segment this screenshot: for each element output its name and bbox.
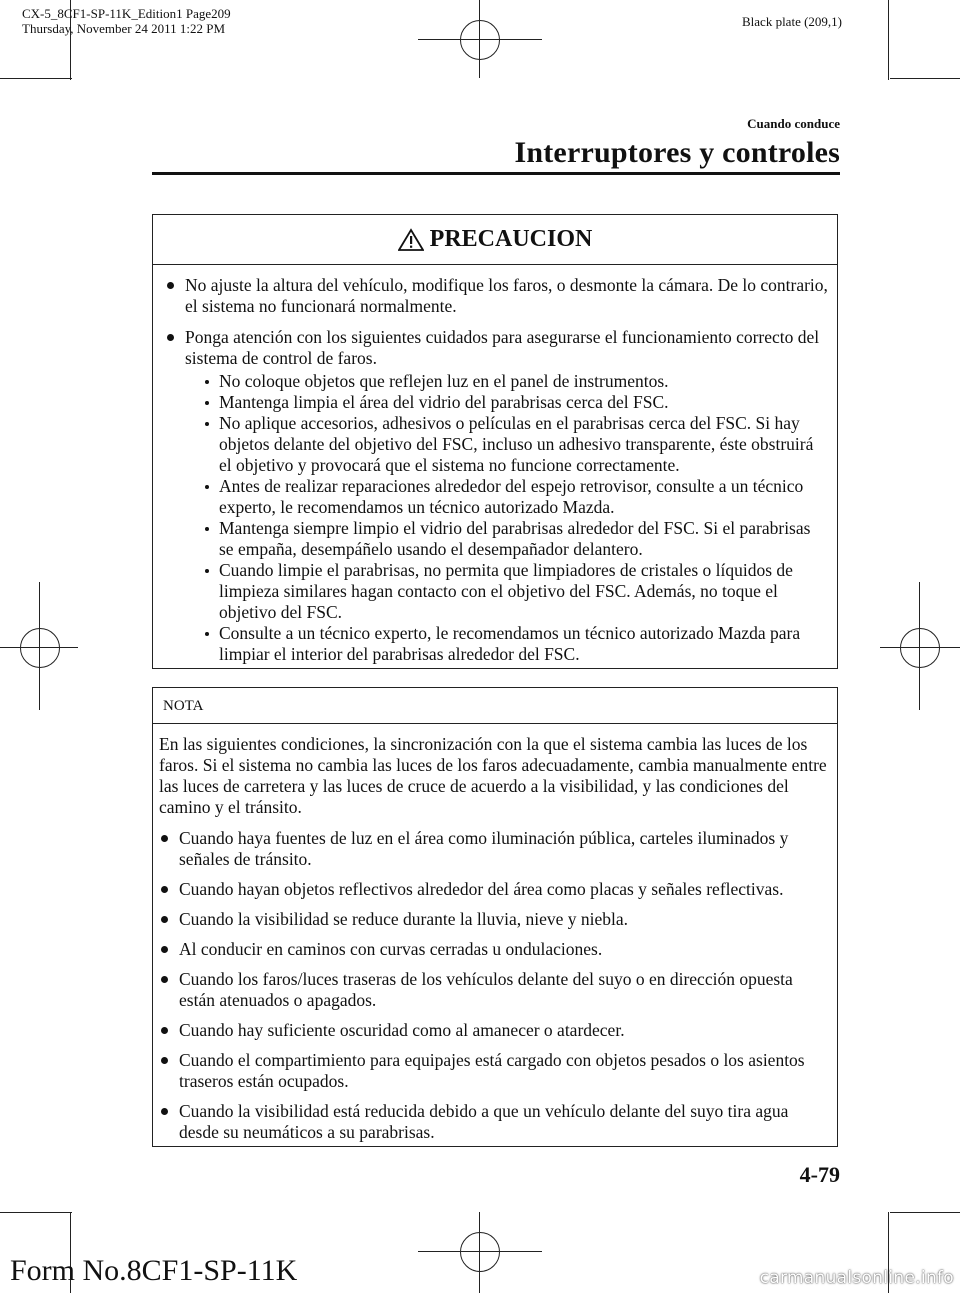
note-item: [159, 939, 829, 960]
caution-sub-item: [203, 476, 829, 518]
note-item: [159, 1101, 829, 1143]
caution-sub-list: [203, 371, 829, 665]
form-number: Form No.8CF1-SP-11K: [10, 1254, 298, 1287]
sub-bullet-icon: [205, 485, 209, 489]
caution-bullet-text: No ajuste la altura del vehículo, modifique los faros, o desmonte la cámara. De lo contrario, el sistema no funcionará normalmente.: [185, 275, 828, 316]
caution-sub-item-text: Cuando limpie el parabrisas, no permita que limpiadores de cristales o líquidos de limpieza similares hagan contacto con el objetivo del FSC. Además, no toque el objetivo del FSC.: [219, 560, 793, 622]
sub-bullet-icon: [205, 401, 209, 405]
note-item-text: Cuando los faros/luces traseras de los vehículos delante del suyo o en dirección opuesta están atenuados o apagados.: [179, 969, 793, 1010]
bullet-icon: [161, 946, 168, 953]
note-header: [153, 688, 837, 724]
note-item: [159, 1020, 829, 1041]
sub-bullet-icon: [205, 422, 209, 426]
sub-bullet-icon: [205, 527, 209, 531]
header-divider: [152, 172, 840, 175]
bullet-icon: [161, 1027, 168, 1034]
bullet-icon: [161, 976, 168, 983]
caution-sub-item-text: Mantenga siempre limpio el vidrio del parabrisas alrededor del FSC. Si el parabrisas se empaña, desempáñelo usando el desempañador delantero.: [219, 518, 811, 559]
caution-sub-item-text: Antes de realizar reparaciones alrededor del espejo retrovisor, consulte a un técnico experto, le recomendamos un técnico autorizado Mazda.: [219, 476, 804, 517]
warning-icon: [398, 228, 424, 252]
note-item: [159, 969, 829, 1011]
bullet-icon: [161, 1108, 168, 1115]
plate-info-line2: Thursday, November 24 2011 1:22 PM: [22, 21, 226, 36]
bullet-icon: [161, 886, 168, 893]
note-item-text: Al conducir en caminos con curvas cerradas u ondulaciones.: [179, 939, 603, 959]
plate-label: Black plate (209,1): [742, 14, 842, 29]
bullet-icon: [161, 835, 168, 842]
note-item-text: Cuando la visibilidad está reducida debido a que un vehículo delante del suyo tira agua desde su neumáticos a su parabrisas.: [179, 1101, 789, 1142]
note-item: [159, 879, 829, 900]
note-item-text: Cuando haya fuentes de luz en el área como iluminación pública, carteles iluminados y señales de tránsito.: [179, 828, 789, 869]
watermark: carmanualsonline.info: [759, 1268, 954, 1288]
sub-bullet-icon: [205, 569, 209, 573]
caution-sub-item-text: Mantenga limpia el área del vidrio del parabrisas cerca del FSC.: [219, 392, 669, 412]
note-item: [159, 1050, 829, 1092]
caution-sub-item: [203, 371, 829, 392]
caution-sub-item: [203, 623, 829, 665]
page-number: 4-79: [799, 1162, 840, 1187]
caution-sub-item-text: Consulte a un técnico experto, le recomendamos un técnico autorizado Mazda para limpiar el interior del parabrisas alrededor del FSC.: [219, 623, 801, 664]
plate-info: [22, 6, 231, 36]
caution-sub-item-text: No aplique accesorios, adhesivos o películas en el parabrisas cerca del FSC. Si hay objetos delante del objetivo del FSC, incluso un adhesivo transparente, éste obstruirá el objetivo y provocará que el sistema no funcione correctamente.: [219, 413, 814, 475]
page-title: Interruptores y controles: [514, 136, 840, 169]
caution-bullet: [165, 327, 829, 665]
note-item-text: Cuando hayan objetos reflectivos alrededor del área como placas y señales reflectivas.: [179, 879, 784, 899]
note-intro: En las siguientes condiciones, la sincronización con la que el sistema cambia las luces de los faros. Si el sistema no cambia las luces de los faros adecuadamente, cambia manualmente entre las luces de carretera y las luces de cruce de acuerdo a la visibilidad, y las condiciones del camino y el tránsito.: [159, 734, 827, 817]
caution-header: [153, 215, 837, 265]
bullet-icon: [167, 334, 174, 341]
sub-bullet-icon: [205, 380, 209, 384]
note-item-text: Cuando hay suficiente oscuridad como al amanecer o atardecer.: [179, 1020, 625, 1040]
note-item-text: Cuando la visibilidad se reduce durante la lluvia, nieve y niebla.: [179, 909, 629, 929]
note-item: [159, 909, 829, 930]
caution-title: PRECAUCION: [429, 226, 593, 252]
caution-bullet: [165, 275, 829, 317]
bullet-icon: [161, 1057, 168, 1064]
section-label: Cuando conduce: [747, 116, 840, 131]
caution-sub-item-text: No coloque objetos que reflejen luz en el panel de instrumentos.: [219, 371, 669, 391]
plate-info-line1: CX-5_8CF1-SP-11K_Edition1 Page209: [22, 6, 231, 21]
note-item: [159, 828, 829, 870]
sub-bullet-icon: [205, 632, 209, 636]
caution-sub-item: [203, 413, 829, 476]
bullet-icon: [161, 916, 168, 923]
caution-sub-item: [203, 560, 829, 623]
caution-body: [153, 265, 837, 665]
caution-bullet-text: Ponga atención con los siguientes cuidados para asegurarse el funcionamiento correcto del sistema de control de faros.: [185, 327, 820, 368]
caution-box: [152, 214, 838, 669]
caution-sub-item: [203, 392, 829, 413]
note-box: [152, 687, 838, 1147]
note-item-text: Cuando el compartimiento para equipajes está cargado con objetos pesados o los asientos traseros están ocupados.: [179, 1050, 805, 1091]
note-body: [153, 724, 837, 1143]
caution-sub-item: [203, 518, 829, 560]
bullet-icon: [167, 282, 174, 289]
note-title: NOTA: [163, 698, 204, 714]
